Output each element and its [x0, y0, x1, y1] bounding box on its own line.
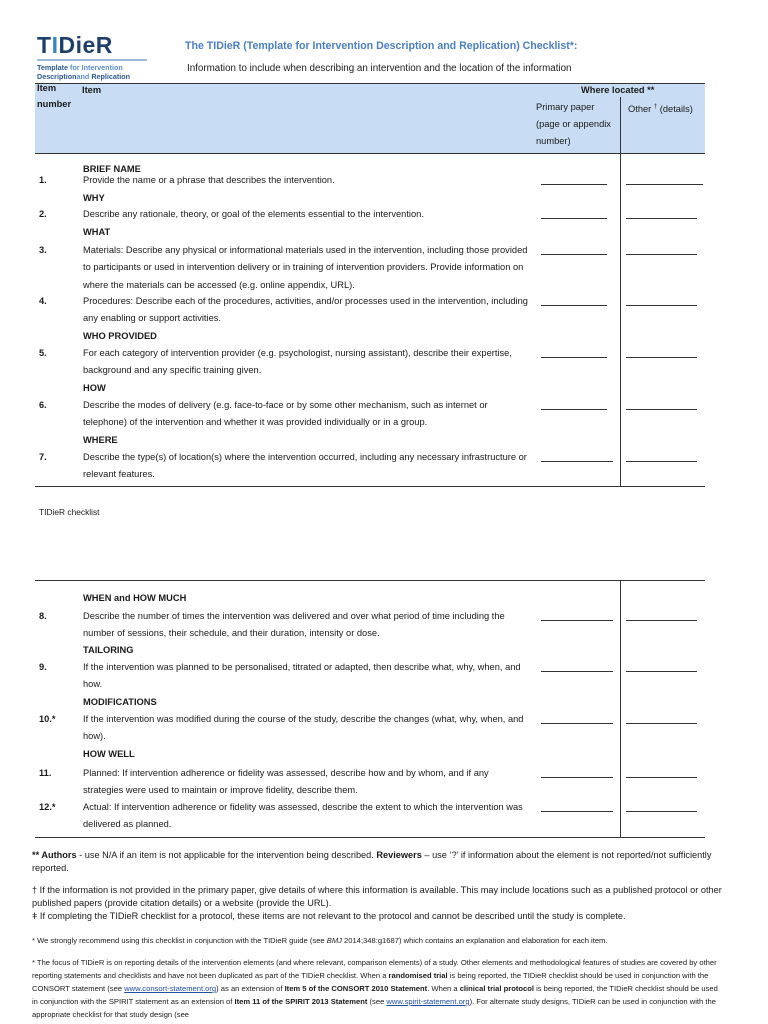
primary-page-field[interactable] [541, 671, 613, 672]
note-focus-d: . When a [427, 984, 460, 993]
primary-page-field[interactable] [541, 184, 607, 185]
document-subtitle: Information to include when describing an intervention and the location of the information [187, 63, 572, 74]
note-focus-e: is being reported, the TIDieR checklist should be used in conjunction with the SPIRIT statement as an extension of [32, 984, 718, 1006]
logo-tagline-2b: and [76, 72, 92, 81]
note-stars: ** [32, 850, 42, 860]
header-where-located: Where located ** [581, 85, 655, 95]
logo-tagline-1c: Intervention [81, 63, 123, 72]
item-text: If the intervention was modified during the course of the study, describe the changes (what, why, when, and how). [83, 714, 524, 742]
header-divider [620, 97, 621, 153]
section-what: WHAT [83, 227, 111, 237]
column-divider-page2 [620, 581, 621, 838]
other-details-field[interactable] [626, 184, 703, 185]
logo-letter-i: I [51, 32, 59, 58]
logo-tagline-1b: for [68, 63, 82, 72]
header-item: Item [82, 85, 102, 95]
note-authors-label: Authors [41, 850, 77, 860]
primary-page-field[interactable] [541, 409, 607, 410]
section-where: WHERE [83, 435, 118, 445]
table-bottom-rule-page2 [35, 837, 705, 838]
other-details-field[interactable] [626, 723, 697, 724]
other-details-field[interactable] [626, 305, 697, 306]
note-focus-clinical-trial-protocol: clinical trial protocol [459, 984, 534, 993]
item-number: 5. [39, 348, 47, 358]
other-details-field[interactable] [626, 357, 697, 358]
note-focus-f: (see [367, 997, 387, 1006]
item-text: Planned: If intervention adherence or fidelity was assessed, describe how and by whom, and if any strategies were used to maintain or improve fidelity, describe them. [83, 768, 489, 796]
item-text: Describe the number of times the intervention was delivered and over what period of time including the number of sessions, their schedule, and their duration, intensity or dose. [83, 611, 505, 639]
note-focus-consort-item: Item 5 of the CONSORT 2010 Statement [284, 984, 428, 993]
header-other-dagger: † [653, 104, 658, 110]
other-details-field[interactable] [626, 620, 697, 621]
primary-page-field[interactable] [541, 620, 613, 621]
column-divider-page1 [620, 152, 621, 487]
item-number: 9. [39, 662, 47, 672]
note-guide-text-b: 2014;348:g1687) which contains an explanation and elaboration for each item. [341, 936, 608, 945]
section-tailoring: TAILORING [83, 645, 134, 655]
item-text: Actual: If intervention adherence or fidelity was assessed, describe the extent to which the intervention was delivered as planned. [83, 802, 523, 830]
logo-tagline-2c: Replication [91, 72, 131, 81]
item-number: 4. [39, 296, 47, 306]
note-authors-text: - use N/A if an item is not applicable for the intervention being described. [76, 850, 377, 860]
item-number: 7. [39, 452, 47, 462]
logo-tagline-2a: Description [37, 72, 77, 81]
logo-tagline-1 [37, 63, 123, 72]
logo-tagline-1a: Template [37, 63, 69, 72]
item-number: 1. [39, 175, 47, 185]
primary-page-field[interactable] [541, 305, 607, 306]
note-focus [32, 956, 722, 1021]
logo-rule [37, 59, 147, 61]
item-number: 12.* [39, 802, 56, 812]
other-details-field[interactable] [626, 811, 697, 812]
logo-wordmark [37, 33, 113, 58]
note-guide-text-a: * We strongly recommend using this checklist in conjunction with the TIDieR guide (see [32, 936, 327, 945]
primary-page-field[interactable] [541, 461, 613, 462]
consort-link[interactable]: www.consort-statement.org [124, 984, 217, 993]
note-dagger: † If the information is not provided in the primary paper, give details of where this information is available. This may include locations such as a published protocol or other published papers (provide citation details) or a website (provide the URL). [32, 885, 722, 908]
item-text: Provide the name or a phrase that describes the intervention. [83, 175, 335, 185]
section-modifications: MODIFICATIONS [83, 697, 157, 707]
item-text: Describe the type(s) of location(s) where the intervention occurred, including any necessary infrastructure or relevant features. [83, 452, 527, 480]
note-focus-b: is being reported, the TIDieR checklist should be used in conjunction with the CONSORT statement (see [32, 971, 709, 993]
header-item-number-line2: number [37, 99, 72, 109]
primary-page-field[interactable] [541, 218, 607, 219]
other-details-field[interactable] [626, 777, 697, 778]
note-guide-bmj: BMJ [326, 936, 342, 945]
section-when-how-much: WHEN and HOW MUCH [83, 593, 187, 603]
spirit-link[interactable]: www.spirit-statement.org [386, 997, 470, 1006]
item-text: For each category of intervention provider (e.g. psychologist, nursing assistant), describe their expertise, background and any specific training given. [83, 348, 512, 376]
item-number: 8. [39, 611, 47, 621]
table-top-rule-page2 [35, 580, 705, 581]
item-number: 11. [39, 768, 52, 778]
section-brief-name: BRIEF NAME [83, 164, 141, 174]
item-text: Materials: Describe any physical or informational materials used in the intervention, including those provided to participants or used in intervention delivery or in training of intervention providers. Provide information on where the materials can be accessed (e.g. online appendix, URL). [83, 245, 528, 290]
item-number: 2. [39, 209, 47, 219]
primary-page-field[interactable] [541, 723, 613, 724]
header-other [628, 99, 693, 118]
note-focus-c: ) as an extension of [216, 984, 285, 993]
logo-letter-t: T [37, 32, 52, 58]
primary-page-field[interactable] [541, 357, 607, 358]
primary-page-field[interactable] [541, 777, 613, 778]
section-who-provided: WHO PROVIDED [83, 331, 157, 341]
note-authors-reviewers [32, 849, 722, 875]
note-focus-g: ). For alternate study designs, TIDieR can be used in conjunction with the appropriate checklist for that study design (see [32, 997, 716, 1019]
header-other-label: Other [628, 104, 652, 115]
logo-letters-dier: DieR [58, 32, 113, 58]
header-item-number-line1: Item [37, 83, 57, 93]
item-text: Describe any rationale, theory, or goal of the elements essential to the intervention. [83, 209, 424, 219]
item-number: 10.* [39, 714, 56, 724]
note-focus-spirit-item: Item 11 of the SPIRIT 2013 Statement [234, 997, 368, 1006]
other-details-field[interactable] [626, 409, 697, 410]
item-number: 6. [39, 400, 47, 410]
section-why: WHY [83, 193, 105, 203]
other-details-field[interactable] [626, 671, 697, 672]
header-primary-line1: Primary paper [536, 102, 595, 112]
item-number: 3. [39, 245, 47, 255]
section-how: HOW [83, 383, 106, 393]
tidier-logo [37, 33, 152, 81]
header-other-details: (details) [657, 104, 693, 115]
primary-page-field[interactable] [541, 254, 607, 255]
item-text: If the intervention was planned to be personalised, titrated or adapted, then describe what, why, when, and how. [83, 662, 521, 690]
other-details-field[interactable] [626, 254, 697, 255]
primary-page-field[interactable] [541, 811, 613, 812]
note-focus-randomised-trial: randomised trial [388, 971, 448, 980]
item-text: Describe the modes of delivery (e.g. face-to-face or by some other mechanism, such as internet or telephone) of the intervention and whether it was provided individually or in a group. [83, 400, 488, 428]
other-details-field[interactable] [626, 461, 697, 462]
note-guide-recommendation [32, 934, 722, 947]
page-footer-label: TIDieR checklist [39, 507, 100, 517]
header-primary-line2: (page or appendix [536, 119, 611, 129]
note-double-dagger: ǂ If completing the TIDieR checklist for a protocol, these items are not relevant to the protocol and cannot be described until the study is complete. [32, 911, 626, 921]
document-title: The TIDieR (Template for Intervention Description and Replication) Checklist*: [185, 40, 578, 52]
table-header [35, 83, 705, 154]
header-primary-line3: number) [536, 136, 571, 146]
section-how-well: HOW WELL [83, 749, 135, 759]
table-bottom-rule-page1 [35, 486, 705, 487]
note-reviewers-label: Reviewers [376, 850, 422, 860]
note-reviewers-text: – use ‘?’ if information about the element is not reported/not sufficiently reported. [32, 850, 712, 873]
other-details-field[interactable] [626, 218, 697, 219]
item-text: Procedures: Describe each of the procedures, activities, and/or processes used in the intervention, including any enabling or support activities. [83, 296, 528, 324]
note-focus-a: * The focus of TIDieR is on reporting details of the intervention elements (and where relevant, comparison elements) of a study. Other elements and methodological features of studies are covered by other reporting statements and checklists and have not been duplicated as part of the TIDieR checklist. When a [32, 958, 717, 980]
